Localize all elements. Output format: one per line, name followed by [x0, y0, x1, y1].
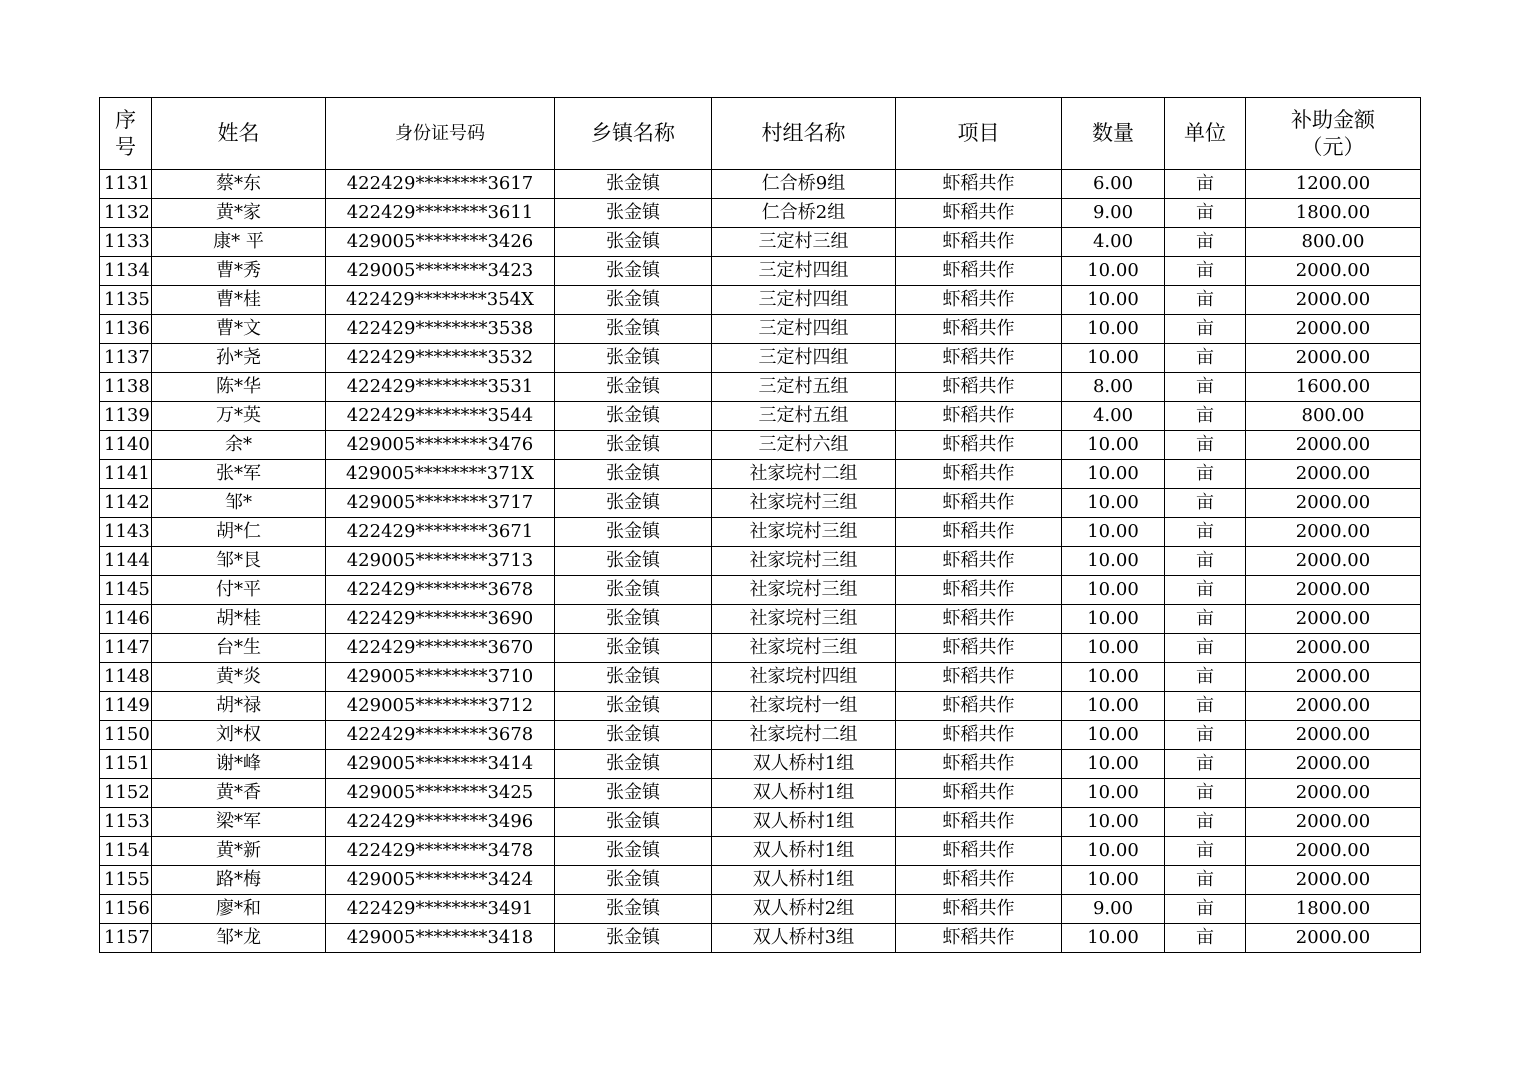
header-amount-line1: 补助金额 — [1291, 107, 1375, 132]
cell-id-number: 422429********3671 — [326, 518, 555, 547]
cell-name: 蔡*东 — [152, 170, 326, 199]
cell-town: 张金镇 — [555, 373, 712, 402]
cell-quantity: 10.00 — [1062, 866, 1165, 895]
table-row — [100, 895, 1421, 924]
cell-project: 虾稻共作 — [896, 779, 1062, 808]
cell-town: 张金镇 — [555, 663, 712, 692]
cell-name: 陈*华 — [152, 373, 326, 402]
cell-amount: 2000.00 — [1246, 489, 1421, 518]
cell-quantity: 10.00 — [1062, 460, 1165, 489]
cell-amount: 800.00 — [1246, 228, 1421, 257]
cell-seq: 1143 — [100, 518, 152, 547]
cell-amount: 2000.00 — [1246, 344, 1421, 373]
cell-town: 张金镇 — [555, 547, 712, 576]
cell-village-group: 三定村五组 — [712, 373, 896, 402]
table-row — [100, 431, 1421, 460]
cell-name: 曹*秀 — [152, 257, 326, 286]
cell-id-number: 422429********3670 — [326, 634, 555, 663]
cell-seq: 1153 — [100, 808, 152, 837]
table-row — [100, 837, 1421, 866]
cell-name: 康* 平 — [152, 228, 326, 257]
header-village-group: 村组名称 — [712, 98, 896, 170]
cell-name: 黄*香 — [152, 779, 326, 808]
cell-village-group: 仁合桥9组 — [712, 170, 896, 199]
cell-amount: 1800.00 — [1246, 199, 1421, 228]
cell-quantity: 4.00 — [1062, 402, 1165, 431]
cell-amount: 2000.00 — [1246, 518, 1421, 547]
cell-unit: 亩 — [1165, 576, 1246, 605]
cell-seq: 1132 — [100, 199, 152, 228]
cell-town: 张金镇 — [555, 228, 712, 257]
cell-id-number: 422429********3496 — [326, 808, 555, 837]
cell-seq: 1135 — [100, 286, 152, 315]
cell-town: 张金镇 — [555, 518, 712, 547]
cell-id-number: 422429********3478 — [326, 837, 555, 866]
cell-id-number: 429005********3710 — [326, 663, 555, 692]
cell-seq: 1141 — [100, 460, 152, 489]
cell-amount: 2000.00 — [1246, 721, 1421, 750]
cell-amount: 2000.00 — [1246, 837, 1421, 866]
cell-quantity: 10.00 — [1062, 663, 1165, 692]
cell-unit: 亩 — [1165, 402, 1246, 431]
cell-unit: 亩 — [1165, 547, 1246, 576]
cell-village-group: 社家垸村四组 — [712, 663, 896, 692]
cell-id-number: 429005********371X — [326, 460, 555, 489]
cell-amount: 1200.00 — [1246, 170, 1421, 199]
table-row — [100, 315, 1421, 344]
cell-project: 虾稻共作 — [896, 402, 1062, 431]
cell-village-group: 社家垸村三组 — [712, 489, 896, 518]
cell-unit: 亩 — [1165, 257, 1246, 286]
cell-name: 路*梅 — [152, 866, 326, 895]
cell-amount: 2000.00 — [1246, 634, 1421, 663]
table-row — [100, 634, 1421, 663]
cell-unit: 亩 — [1165, 808, 1246, 837]
cell-seq: 1145 — [100, 576, 152, 605]
cell-village-group: 三定村三组 — [712, 228, 896, 257]
cell-quantity: 10.00 — [1062, 779, 1165, 808]
cell-project: 虾稻共作 — [896, 663, 1062, 692]
cell-seq: 1157 — [100, 924, 152, 953]
cell-amount: 2000.00 — [1246, 315, 1421, 344]
table-row — [100, 605, 1421, 634]
cell-quantity: 10.00 — [1062, 924, 1165, 953]
cell-unit: 亩 — [1165, 431, 1246, 460]
cell-town: 张金镇 — [555, 924, 712, 953]
cell-town: 张金镇 — [555, 344, 712, 373]
cell-town: 张金镇 — [555, 170, 712, 199]
cell-name: 曹*桂 — [152, 286, 326, 315]
table-row — [100, 257, 1421, 286]
cell-unit: 亩 — [1165, 518, 1246, 547]
cell-town: 张金镇 — [555, 895, 712, 924]
cell-project: 虾稻共作 — [896, 866, 1062, 895]
table-row — [100, 750, 1421, 779]
cell-town: 张金镇 — [555, 286, 712, 315]
cell-town: 张金镇 — [555, 779, 712, 808]
cell-village-group: 双人桥村1组 — [712, 779, 896, 808]
cell-amount: 2000.00 — [1246, 808, 1421, 837]
cell-quantity: 10.00 — [1062, 431, 1165, 460]
cell-unit: 亩 — [1165, 663, 1246, 692]
table-row — [100, 460, 1421, 489]
cell-project: 虾稻共作 — [896, 315, 1062, 344]
header-amount — [1246, 98, 1421, 170]
cell-id-number: 422429********3538 — [326, 315, 555, 344]
cell-quantity: 10.00 — [1062, 315, 1165, 344]
cell-unit: 亩 — [1165, 895, 1246, 924]
cell-seq: 1151 — [100, 750, 152, 779]
cell-village-group: 社家垸村三组 — [712, 634, 896, 663]
cell-name: 梁*军 — [152, 808, 326, 837]
cell-amount: 2000.00 — [1246, 866, 1421, 895]
cell-amount: 2000.00 — [1246, 605, 1421, 634]
cell-amount: 2000.00 — [1246, 460, 1421, 489]
cell-amount: 2000.00 — [1246, 924, 1421, 953]
cell-seq: 1140 — [100, 431, 152, 460]
cell-seq: 1137 — [100, 344, 152, 373]
cell-town: 张金镇 — [555, 837, 712, 866]
cell-id-number: 422429********3678 — [326, 721, 555, 750]
cell-town: 张金镇 — [555, 431, 712, 460]
cell-id-number: 422429********3617 — [326, 170, 555, 199]
cell-unit: 亩 — [1165, 692, 1246, 721]
cell-amount: 2000.00 — [1246, 663, 1421, 692]
cell-id-number: 422429********3678 — [326, 576, 555, 605]
cell-village-group: 社家垸村三组 — [712, 605, 896, 634]
table-row — [100, 170, 1421, 199]
cell-name: 余* — [152, 431, 326, 460]
cell-quantity: 10.00 — [1062, 605, 1165, 634]
cell-town: 张金镇 — [555, 576, 712, 605]
cell-id-number: 429005********3426 — [326, 228, 555, 257]
cell-village-group: 三定村四组 — [712, 315, 896, 344]
cell-id-number: 429005********3717 — [326, 489, 555, 518]
cell-quantity: 10.00 — [1062, 692, 1165, 721]
cell-seq: 1144 — [100, 547, 152, 576]
cell-name: 付*平 — [152, 576, 326, 605]
cell-project: 虾稻共作 — [896, 170, 1062, 199]
cell-village-group: 社家垸村三组 — [712, 576, 896, 605]
table-row — [100, 866, 1421, 895]
cell-quantity: 10.00 — [1062, 489, 1165, 518]
cell-quantity: 10.00 — [1062, 257, 1165, 286]
cell-quantity: 10.00 — [1062, 547, 1165, 576]
table-row — [100, 721, 1421, 750]
cell-id-number: 422429********3690 — [326, 605, 555, 634]
cell-quantity: 10.00 — [1062, 576, 1165, 605]
cell-unit: 亩 — [1165, 460, 1246, 489]
cell-project: 虾稻共作 — [896, 692, 1062, 721]
cell-quantity: 6.00 — [1062, 170, 1165, 199]
cell-name: 廖*和 — [152, 895, 326, 924]
cell-project: 虾稻共作 — [896, 721, 1062, 750]
cell-project: 虾稻共作 — [896, 286, 1062, 315]
cell-name: 胡*桂 — [152, 605, 326, 634]
header-quantity: 数量 — [1062, 98, 1165, 170]
cell-quantity: 9.00 — [1062, 895, 1165, 924]
cell-unit: 亩 — [1165, 634, 1246, 663]
cell-village-group: 社家垸村二组 — [712, 721, 896, 750]
cell-name: 邹*艮 — [152, 547, 326, 576]
cell-quantity: 8.00 — [1062, 373, 1165, 402]
header-project: 项目 — [896, 98, 1062, 170]
header-name: 姓名 — [152, 98, 326, 170]
cell-village-group: 双人桥村1组 — [712, 866, 896, 895]
cell-unit: 亩 — [1165, 837, 1246, 866]
cell-project: 虾稻共作 — [896, 344, 1062, 373]
header-seq-line1: 序 — [115, 107, 136, 132]
cell-quantity: 10.00 — [1062, 286, 1165, 315]
cell-id-number: 429005********3418 — [326, 924, 555, 953]
table-row — [100, 779, 1421, 808]
cell-village-group: 社家垸村三组 — [712, 518, 896, 547]
cell-id-number: 422429********3532 — [326, 344, 555, 373]
cell-quantity: 10.00 — [1062, 518, 1165, 547]
cell-id-number: 429005********3423 — [326, 257, 555, 286]
cell-name: 台*生 — [152, 634, 326, 663]
cell-village-group: 双人桥村2组 — [712, 895, 896, 924]
cell-town: 张金镇 — [555, 402, 712, 431]
cell-project: 虾稻共作 — [896, 576, 1062, 605]
cell-seq: 1138 — [100, 373, 152, 402]
table-row — [100, 344, 1421, 373]
cell-unit: 亩 — [1165, 605, 1246, 634]
cell-name: 胡*仁 — [152, 518, 326, 547]
subsidy-table — [99, 97, 1421, 953]
cell-quantity: 10.00 — [1062, 837, 1165, 866]
cell-quantity: 10.00 — [1062, 750, 1165, 779]
cell-unit: 亩 — [1165, 924, 1246, 953]
table-body — [100, 170, 1421, 953]
cell-quantity: 10.00 — [1062, 721, 1165, 750]
cell-amount: 800.00 — [1246, 402, 1421, 431]
cell-seq: 1154 — [100, 837, 152, 866]
cell-name: 万*英 — [152, 402, 326, 431]
cell-town: 张金镇 — [555, 489, 712, 518]
cell-town: 张金镇 — [555, 257, 712, 286]
cell-amount: 2000.00 — [1246, 576, 1421, 605]
cell-id-number: 429005********3425 — [326, 779, 555, 808]
cell-name: 胡*禄 — [152, 692, 326, 721]
header-amount-line2: （元） — [1301, 134, 1365, 159]
header-unit: 单位 — [1165, 98, 1246, 170]
cell-town: 张金镇 — [555, 866, 712, 895]
cell-village-group: 双人桥村1组 — [712, 837, 896, 866]
cell-name: 孙*尧 — [152, 344, 326, 373]
cell-project: 虾稻共作 — [896, 431, 1062, 460]
table-row — [100, 518, 1421, 547]
cell-name: 黄*炎 — [152, 663, 326, 692]
cell-village-group: 仁合桥2组 — [712, 199, 896, 228]
cell-town: 张金镇 — [555, 692, 712, 721]
cell-unit: 亩 — [1165, 286, 1246, 315]
cell-project: 虾稻共作 — [896, 518, 1062, 547]
table-row — [100, 489, 1421, 518]
cell-project: 虾稻共作 — [896, 837, 1062, 866]
cell-name: 曹*文 — [152, 315, 326, 344]
cell-seq: 1149 — [100, 692, 152, 721]
cell-village-group: 三定村六组 — [712, 431, 896, 460]
cell-seq: 1155 — [100, 866, 152, 895]
cell-village-group: 社家垸村一组 — [712, 692, 896, 721]
header-id-number: 身份证号码 — [326, 98, 555, 170]
cell-seq: 1136 — [100, 315, 152, 344]
cell-project: 虾稻共作 — [896, 373, 1062, 402]
cell-unit: 亩 — [1165, 779, 1246, 808]
cell-amount: 2000.00 — [1246, 779, 1421, 808]
cell-project: 虾稻共作 — [896, 924, 1062, 953]
cell-amount: 2000.00 — [1246, 257, 1421, 286]
cell-project: 虾稻共作 — [896, 895, 1062, 924]
table-row — [100, 373, 1421, 402]
cell-id-number: 429005********3713 — [326, 547, 555, 576]
header-town: 乡镇名称 — [555, 98, 712, 170]
header-seq — [100, 98, 152, 170]
cell-village-group: 双人桥村1组 — [712, 750, 896, 779]
cell-project: 虾稻共作 — [896, 634, 1062, 663]
cell-name: 刘*权 — [152, 721, 326, 750]
cell-seq: 1142 — [100, 489, 152, 518]
cell-village-group: 三定村五组 — [712, 402, 896, 431]
cell-town: 张金镇 — [555, 634, 712, 663]
cell-seq: 1156 — [100, 895, 152, 924]
cell-unit: 亩 — [1165, 866, 1246, 895]
cell-village-group: 三定村四组 — [712, 257, 896, 286]
cell-project: 虾稻共作 — [896, 199, 1062, 228]
cell-seq: 1150 — [100, 721, 152, 750]
cell-project: 虾稻共作 — [896, 750, 1062, 779]
cell-name: 黄*家 — [152, 199, 326, 228]
cell-amount: 2000.00 — [1246, 431, 1421, 460]
cell-village-group: 社家垸村三组 — [712, 547, 896, 576]
table-row — [100, 286, 1421, 315]
table-row — [100, 576, 1421, 605]
header-row — [100, 98, 1421, 170]
cell-project: 虾稻共作 — [896, 808, 1062, 837]
cell-village-group: 双人桥村1组 — [712, 808, 896, 837]
cell-unit: 亩 — [1165, 373, 1246, 402]
cell-id-number: 422429********3491 — [326, 895, 555, 924]
cell-id-number: 429005********3414 — [326, 750, 555, 779]
cell-project: 虾稻共作 — [896, 257, 1062, 286]
cell-quantity: 4.00 — [1062, 228, 1165, 257]
cell-unit: 亩 — [1165, 344, 1246, 373]
cell-id-number: 429005********3476 — [326, 431, 555, 460]
cell-amount: 2000.00 — [1246, 750, 1421, 779]
cell-project: 虾稻共作 — [896, 547, 1062, 576]
cell-unit: 亩 — [1165, 199, 1246, 228]
cell-project: 虾稻共作 — [896, 605, 1062, 634]
cell-seq: 1148 — [100, 663, 152, 692]
cell-project: 虾稻共作 — [896, 489, 1062, 518]
cell-quantity: 10.00 — [1062, 634, 1165, 663]
cell-amount: 1800.00 — [1246, 895, 1421, 924]
table-row — [100, 924, 1421, 953]
cell-unit: 亩 — [1165, 170, 1246, 199]
cell-town: 张金镇 — [555, 460, 712, 489]
cell-project: 虾稻共作 — [896, 460, 1062, 489]
cell-name: 邹* — [152, 489, 326, 518]
cell-unit: 亩 — [1165, 721, 1246, 750]
cell-seq: 1133 — [100, 228, 152, 257]
cell-town: 张金镇 — [555, 199, 712, 228]
table-row — [100, 547, 1421, 576]
cell-quantity: 9.00 — [1062, 199, 1165, 228]
cell-town: 张金镇 — [555, 750, 712, 779]
cell-name: 邹*龙 — [152, 924, 326, 953]
cell-amount: 2000.00 — [1246, 547, 1421, 576]
cell-name: 黄*新 — [152, 837, 326, 866]
table-row — [100, 692, 1421, 721]
cell-unit: 亩 — [1165, 750, 1246, 779]
cell-village-group: 双人桥村3组 — [712, 924, 896, 953]
cell-seq: 1139 — [100, 402, 152, 431]
cell-seq: 1152 — [100, 779, 152, 808]
cell-quantity: 10.00 — [1062, 808, 1165, 837]
cell-village-group: 三定村四组 — [712, 286, 896, 315]
cell-town: 张金镇 — [555, 315, 712, 344]
cell-unit: 亩 — [1165, 489, 1246, 518]
cell-village-group: 三定村四组 — [712, 344, 896, 373]
cell-town: 张金镇 — [555, 605, 712, 634]
cell-seq: 1131 — [100, 170, 152, 199]
cell-id-number: 422429********3611 — [326, 199, 555, 228]
table-row — [100, 228, 1421, 257]
cell-unit: 亩 — [1165, 315, 1246, 344]
cell-id-number: 422429********354X — [326, 286, 555, 315]
cell-seq: 1134 — [100, 257, 152, 286]
cell-project: 虾稻共作 — [896, 228, 1062, 257]
table-row — [100, 808, 1421, 837]
table-row — [100, 663, 1421, 692]
header-seq-line2: 号 — [115, 134, 136, 159]
cell-name: 谢*峰 — [152, 750, 326, 779]
cell-seq: 1147 — [100, 634, 152, 663]
cell-amount: 2000.00 — [1246, 692, 1421, 721]
cell-quantity: 10.00 — [1062, 344, 1165, 373]
cell-seq: 1146 — [100, 605, 152, 634]
cell-unit: 亩 — [1165, 228, 1246, 257]
cell-village-group: 社家垸村二组 — [712, 460, 896, 489]
cell-amount: 1600.00 — [1246, 373, 1421, 402]
cell-id-number: 422429********3544 — [326, 402, 555, 431]
cell-name: 张*军 — [152, 460, 326, 489]
cell-id-number: 429005********3712 — [326, 692, 555, 721]
table-row — [100, 199, 1421, 228]
cell-id-number: 429005********3424 — [326, 866, 555, 895]
cell-amount: 2000.00 — [1246, 286, 1421, 315]
cell-town: 张金镇 — [555, 721, 712, 750]
cell-id-number: 422429********3531 — [326, 373, 555, 402]
table-row — [100, 402, 1421, 431]
cell-town: 张金镇 — [555, 808, 712, 837]
